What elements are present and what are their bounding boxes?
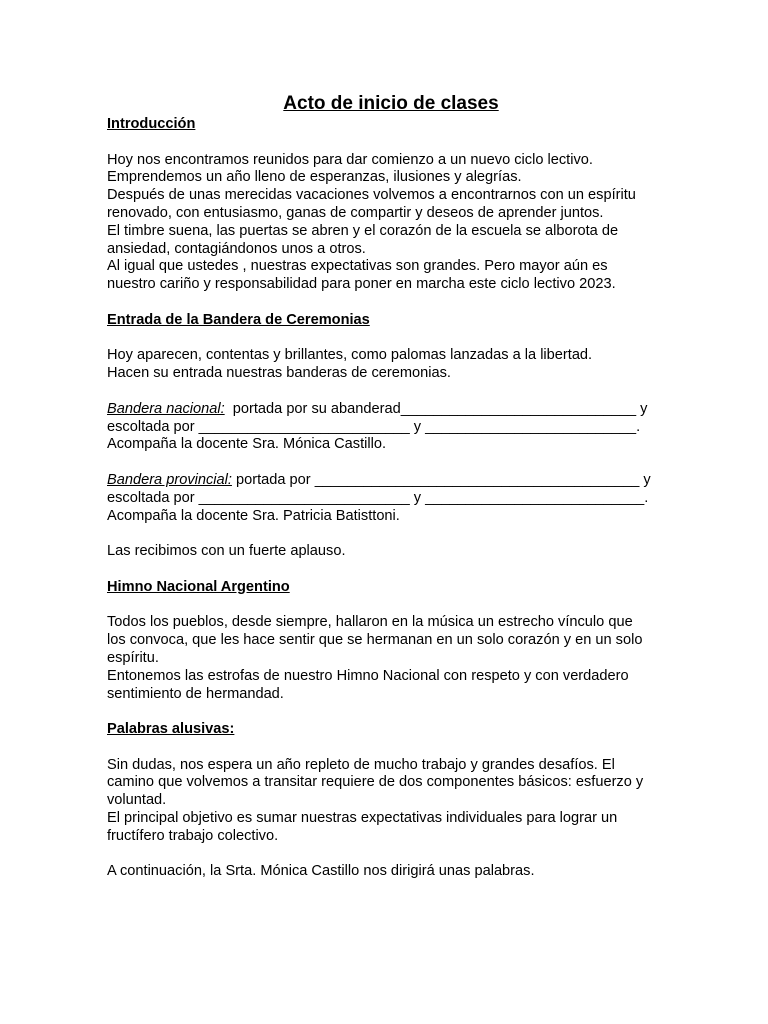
heading-bandera: Entrada de la Bandera de Ceremonias: [107, 311, 370, 328]
text-line: ansiedad, contagiándonos unos a otros.: [107, 240, 366, 257]
text-line: Hoy aparecen, contentas y brillantes, como palomas lanzadas a la libertad.: [107, 347, 593, 364]
text-line: El timbre suena, las puertas se abren y el corazón de la escuela se alborota de: [107, 222, 619, 239]
bandera-nacional-line3: Acompaña la docente Sra. Mónica Castillo.: [107, 436, 387, 453]
bandera-provincial-line2: escoltada por __________________________ y ___________________________.: [107, 489, 649, 506]
text-line: El principal objetivo es sumar nuestras expectativas individuales para lograr un: [107, 810, 618, 827]
bandera-paragraph: [107, 347, 667, 383]
himno-paragraph: [107, 614, 667, 703]
text-line: Emprendemos un año lleno de esperanzas, ilusiones y alegrías.: [107, 169, 522, 186]
palabras-paragraph: [107, 757, 667, 846]
text-line: sentimiento de hermandad.: [107, 685, 284, 702]
heading-himno: Himno Nacional Argentino: [107, 578, 290, 595]
bandera-provincial-label: Bandera provincial:: [107, 471, 232, 488]
bandera-provincial-line1: portada por ________________________________________ y: [231, 471, 651, 488]
text-line: [107, 472, 667, 490]
text-line: [107, 401, 667, 419]
text-line: Después de unas merecidas vacaciones volvemos a encontrarnos con un espíritu: [107, 187, 636, 204]
bandera-nacional-label: Bandera nacional:: [107, 400, 225, 417]
document-body: [107, 92, 667, 881]
text-line: Al igual que ustedes , nuestras expectativas son grandes. Pero mayor aún es: [107, 258, 608, 275]
text-line: fructífero trabajo colectivo.: [107, 827, 279, 844]
heading-introduccion: Introducción: [107, 116, 196, 132]
page-title: Acto de inicio de clases: [283, 93, 499, 114]
bandera-provincial-block: [107, 472, 667, 525]
intro-paragraph: [107, 152, 667, 294]
heading-palabras: Palabras alusivas:: [107, 721, 235, 738]
text-line: Sin dudas, nos espera un año repleto de mucho trabajo y grandes desafíos. El: [107, 756, 615, 773]
closing-line: A continuación, la Srta. Mónica Castillo nos dirigirá unas palabras.: [107, 863, 535, 880]
text-line: camino que volvemos a transitar requiere de dos componentes básicos: esfuerzo y: [107, 774, 644, 791]
bandera-nacional-line2: escoltada por __________________________ y __________________________.: [107, 418, 641, 435]
text-line: nuestro cariño y responsabilidad para poner en marcha este ciclo lectivo 2023.: [107, 276, 616, 293]
text-line: Entonemos las estrofas de nuestro Himno Nacional con respeto y con verdadero: [107, 667, 629, 684]
bandera-nacional-block: [107, 401, 667, 454]
text-line: Hoy nos encontramos reunidos para dar comienzo a un nuevo ciclo lectivo.: [107, 151, 593, 168]
text-line: los convoca, que les hace sentir que se hermanan en un solo corazón y en un solo: [107, 632, 643, 649]
text-line: voluntad.: [107, 792, 167, 809]
text-line: Hacen su entrada nuestras banderas de ceremonias.: [107, 365, 451, 382]
aplauso-line: Las recibimos con un fuerte aplauso.: [107, 543, 346, 560]
text-line: Todos los pueblos, desde siempre, hallaron en la música un estrecho vínculo que: [107, 614, 633, 631]
text-line: renovado, con entusiasmo, ganas de compartir y deseos de aprender juntos.: [107, 204, 604, 221]
bandera-nacional-line1: portada por su abanderad_____________________________ y: [224, 400, 648, 417]
text-line: espíritu.: [107, 649, 159, 666]
bandera-provincial-line3: Acompaña la docente Sra. Patricia Batisttoni.: [107, 507, 400, 524]
